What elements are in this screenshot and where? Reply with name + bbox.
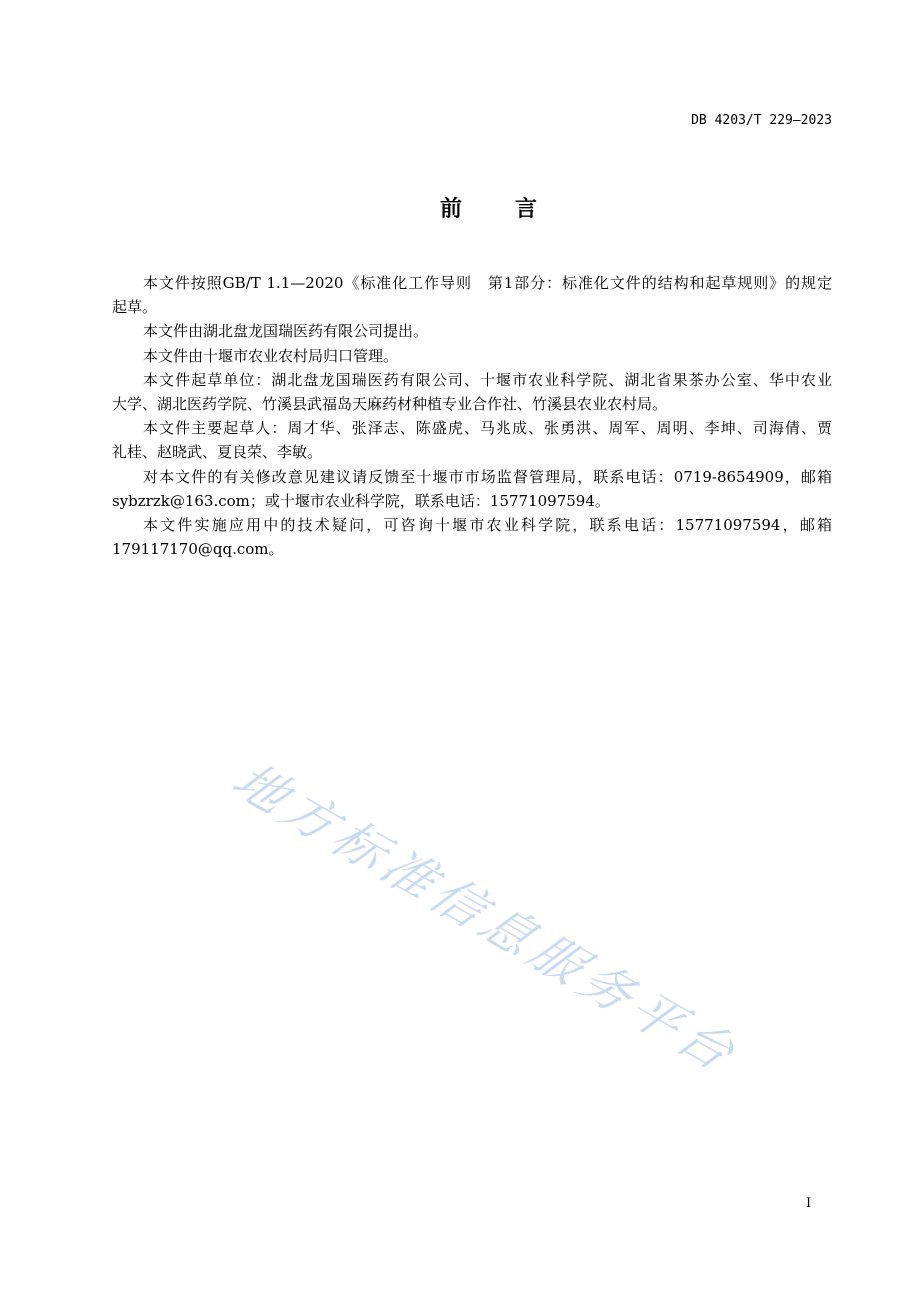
- paragraph: [112, 344, 832, 368]
- page-number: I: [806, 1196, 812, 1211]
- paragraph-line: 179117170@qq.com。: [112, 540, 284, 559]
- paragraph-line: 礼桂、赵晓武、夏良荣、李敏。: [112, 443, 323, 462]
- page-title: 前 言: [440, 197, 553, 222]
- paragraph: [112, 416, 832, 464]
- paragraph-line: 大学、湖北医药学院、竹溪县武福岛天麻药材种植专业合作社、竹溪县农业农村局。: [112, 394, 668, 413]
- paragraph-line: 本文件由湖北盘龙国瑞医药有限公司提出。: [143, 322, 429, 341]
- paragraph: [112, 271, 832, 319]
- paragraph-line: 本文件起草单位：湖北盘龙国瑞医药有限公司、十堰市农业科学院、湖北省果茶办公室、华中农业: [143, 370, 832, 389]
- paragraph-line: 起草。: [112, 298, 158, 317]
- paragraph: [112, 465, 832, 513]
- paragraph-line: sybzrzk@163.com；或十堰市农业科学院，联系电话：15771097594。: [112, 491, 610, 510]
- document-code: DB 4203/T 229—2023: [691, 113, 832, 128]
- paragraph: [112, 319, 832, 343]
- foreword-body: [112, 271, 832, 561]
- paragraph: [112, 513, 832, 561]
- paragraph-line: 本文件主要起草人：周才华、张泽志、陈盛虎、马兆成、张勇洪、周军、周明、李坤、司海倩、贾: [143, 419, 832, 438]
- paragraph: [112, 368, 832, 416]
- paragraph-line: 本文件实施应用中的技术疑问，可咨询十堰市农业科学院，联系电话：15771097594，邮箱: [143, 515, 832, 534]
- paragraph-line: 本文件由十堰市农业农村局归口管理。: [143, 346, 399, 365]
- paragraph-line: 对本文件的有关修改意见建议请反馈至十堰市市场监督管理局，联系电话：0719-8654909，邮箱: [143, 467, 832, 486]
- watermark: 地方标准信息服务平台: [220, 752, 752, 1084]
- paragraph-line: 本文件按照GB/T 1.1—2020《标准化工作导则 第1部分：标准化文件的结构和起草规则》的规定: [143, 274, 832, 292]
